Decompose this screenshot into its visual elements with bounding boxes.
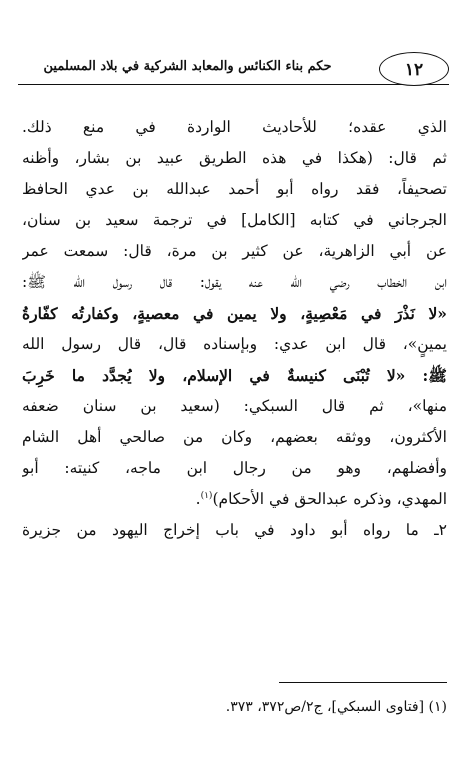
footnote: (١) [فتاوى السبكي]، ج٢/ص٣٧٢، ٣٧٣. [225, 699, 447, 715]
footnote-reference: (١) [200, 490, 213, 501]
running-title: حكم بناء الكنائس والمعابد الشركية في بلاد المسلمين [43, 59, 332, 74]
body-line-5: عن أبي الزاهرية، عن كثير بن مرة، قال: سمعت عمر [22, 242, 447, 260]
body-line-3: تصحيفاً، فقد رواه أبو أحمد عبدالله بن عدي الحافظ [22, 180, 447, 198]
body-line-4: الجرجاني في كتابه [الكامل] في ترجمة سعيد بن سنان، [22, 211, 447, 229]
hadith-line-2: ﷺ: «لا تُبْنَى كنيسةٌ في الإسلام، ولا يُجدَّد ما خَرِبَ [22, 366, 447, 385]
body-line-12: وأفضلهم، وهو من رجال ابن ماجه، كنيته: أبو [22, 459, 447, 477]
body-line-13-text: المهدي، وذكره عبدالحق في الأحكام) [212, 490, 447, 508]
body-line-14: ٢ـ ما رواه أبو داود في باب إخراج اليهود من جزيرة [22, 521, 447, 539]
footnote-separator [279, 682, 447, 683]
body-line-13: المهدي، وذكره عبدالحق في الأحكام)$^{(١)}$. [195, 490, 447, 508]
body-line-8: يمينٍ»، قال ابن عدي: وبإسناده قال، قال رسول الله [22, 335, 447, 353]
page-header [18, 44, 449, 92]
body-line-1: الذي عقده؛ للأحاديث الواردة في منع ذلك. [22, 118, 447, 136]
page-number: ١٢ [379, 52, 449, 86]
hadith-line-1: «لا نَذْرَ في مَعْصِيةٍ، ولا يمين في معصيةٍ، وكفارتُه كفّارةُ [22, 304, 447, 323]
header-rule [18, 84, 449, 85]
body-line-6: ابن الخطاب رضي الله عنه يقول: قال رسول الله ﷺ: [22, 273, 447, 291]
body-line-11: الأكثرون، ووثقه بعضهم، وكان من صالحي أهل الشام [22, 428, 447, 446]
body-text [22, 112, 447, 546]
body-line-10: منها»، ثم قال السبكي: (سعيد بن سنان ضعفه [22, 397, 447, 415]
body-line-2: ثم قال: (هكذا في هذه الطريق عبيد بن بشار، وأظنه [22, 149, 447, 167]
